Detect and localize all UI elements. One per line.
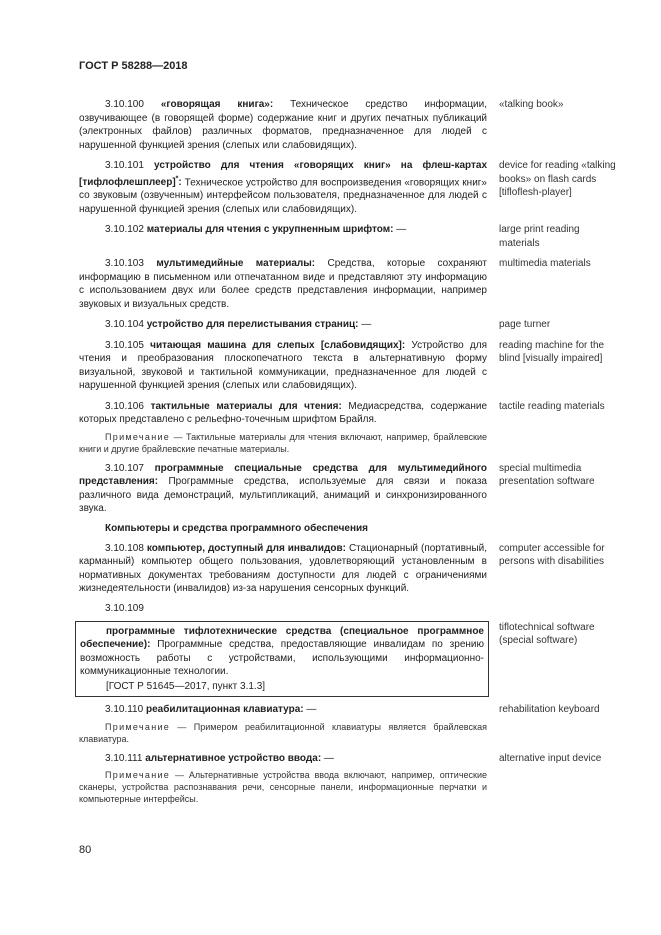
term-entry <box>79 400 619 427</box>
term-title: материалы для чтения с укрупненным шрифтом: <box>146 224 394 236</box>
page-number: 80 <box>79 844 92 856</box>
term-english: page turner <box>499 319 551 331</box>
term-definition <box>79 462 487 516</box>
term-title: «говорящая книга»: <box>160 99 274 110</box>
source-reference: [ГОСТ Р 51645—2017, пункт 3.1.3] <box>106 680 266 692</box>
term-english: device for reading «talking books» on flash cards [tifloflesh-player] <box>499 160 616 198</box>
term-text: Программные средства, предоставляющие инвалидам по зрению возможность работы с устройствами, использующими информационно-коммуникационные технологии. <box>80 639 484 678</box>
term-entry <box>79 462 619 516</box>
term-number: 3.10.110 <box>105 704 144 716</box>
note-label: Примечание <box>105 770 171 781</box>
term-entry <box>79 257 619 311</box>
term-title: тактильные материалы для чтения: <box>150 400 342 412</box>
term-number: 3.10.105 <box>105 339 144 351</box>
note-label: Примечание <box>105 431 171 442</box>
term-entry <box>79 339 619 393</box>
term-text: — <box>358 319 372 331</box>
term-number: 3.10.104 <box>105 319 144 331</box>
term-definition <box>79 703 487 717</box>
term-text: Средства, которые сохраняют информацию в письменном или отпечатанном виде и представляют эту информацию с использованием двух или более средств представления информации, например звуковых и визуальных средств. <box>79 258 487 310</box>
term-entry <box>79 318 619 332</box>
term-entry <box>79 621 619 698</box>
term-entry <box>79 223 619 250</box>
term-definition <box>79 400 487 427</box>
note-text: — Тактильные материалы для чтения включают, например, брайлевские книги и другие брайлевские печатные материалы. <box>79 431 487 454</box>
term-title: устройство для чтения «говорящих книг» на флеш-картах [тифлофлешплеер]*: <box>79 160 488 188</box>
term-entry <box>79 752 619 766</box>
term-entry <box>79 542 619 596</box>
terms-list <box>79 98 619 812</box>
term-definition <box>79 223 487 250</box>
term-title: устройство для перелистывания страниц: <box>146 319 359 331</box>
note <box>79 431 487 455</box>
standard-code: ГОСТ Р 58288—2018 <box>79 60 188 72</box>
term-text: Медиасредства, содержание которых представлено с рельефно-точечным шрифтом Брайля. <box>79 400 488 426</box>
term-definition <box>79 752 487 766</box>
note-text: — Примером реабилитационной клавиатуры является брайлевская клавиатура. <box>79 721 487 744</box>
term-text: — <box>321 752 334 764</box>
term-title: программные специальные средства для мультимедийного представления: <box>79 462 487 488</box>
term-title: мультимедийные материалы: <box>156 258 316 270</box>
term-entry <box>79 159 619 216</box>
term-english: computer accessible for persons with disabilities <box>499 542 605 568</box>
term-number: 3.10.106 <box>105 400 144 412</box>
term-text: — <box>303 704 317 716</box>
note-text: — Альтернативные устройства ввода включают, например, оптические сканеры, устройства распознавания речи, сенсорные панели, информационные перчатки и компьютерные интерфейсы. <box>79 770 487 805</box>
term-entry <box>79 703 619 717</box>
term-text: Стационарный (портативный, карманный) компьютер общего пользования, удовлетворяющий установленным в нормативных документах требованиям доступности для людей с ограничениями жизнедеятельности (инвалидов) из-за нарушения сенсорных функций. <box>79 542 487 595</box>
term-definition <box>79 542 487 596</box>
term-text: Техническое средство информации, озвучивающее (в говорящей форме) содержание книг и других печатных публикаций (электронных файлов) различных форматов, предназначенное для людей с нарушенной функцией зрения (слепых или слабовидящих). <box>79 99 488 151</box>
term-text: Техническое устройство для воспроизведения «говорящих книг» со звуковым (озвученным) интерфейсом пользователя, предназначенное для людей с нарушенной функцией зрения (слепых или слабовидящих). <box>79 176 487 215</box>
term-number: 3.10.107 <box>105 462 144 474</box>
term-number: 3.10.100 <box>105 99 144 110</box>
quoted-definition-box <box>75 621 489 698</box>
term-definition <box>79 339 487 393</box>
term-english: reading machine for the blind [visually impaired] <box>499 339 605 365</box>
note <box>79 769 487 805</box>
term-definition <box>79 159 487 216</box>
term-number: 3.10.109 <box>105 602 144 614</box>
term-text: Устройство для чтения и преобразования плоскопечатного текста в альтернативную форму визуальной, звуковой и тактильной коммуникации, предназначенное для людей с нарушенной функцией зрения (слепых или слабовидящих). <box>79 339 488 392</box>
term-english: «talking book» <box>499 99 564 110</box>
term-english: tiflotechnical software (special software) <box>499 621 595 647</box>
footnote-mark: * <box>175 175 179 183</box>
term-english: tactile reading materials <box>499 400 605 412</box>
term-title: читающая машина для слепых [слабовидящих]: <box>150 339 406 351</box>
term-english: large print reading materials <box>499 224 580 249</box>
term-entry <box>79 98 619 152</box>
term-definition <box>79 257 487 311</box>
term-title: реабилитационная клавиатура: <box>145 704 304 716</box>
term-english: alternative input device <box>499 752 602 764</box>
section-heading: Компьютеры и средства программного обеспечения <box>105 522 369 534</box>
note-label: Примечание <box>105 721 171 732</box>
term-title: компьютер, доступный для инвалидов: <box>146 542 346 554</box>
term-definition <box>79 318 487 332</box>
term-number: 3.10.108 <box>105 542 144 554</box>
term-number: 3.10.102 <box>105 224 144 236</box>
term-text: Программные средства, используемые для связи и показа различного вида демонстраций, мультипликаций, анимаций и синхронизированного звука. <box>79 476 487 515</box>
term-title: альтернативное устройство ввода: <box>145 752 322 764</box>
term-number: 3.10.101 <box>105 160 144 171</box>
note <box>79 721 487 745</box>
term-english: rehabilitation keyboard <box>499 704 600 716</box>
term-number: 3.10.103 <box>105 258 144 270</box>
term-text: — <box>393 224 407 236</box>
term-title: программные тифлотехнические средства (специальное программное обеспечение): <box>80 625 484 651</box>
term-number: 3.10.111 <box>105 752 143 764</box>
term-english: special multimedia presentation software <box>499 462 595 488</box>
term-english: multimedia materials <box>499 258 591 270</box>
term-definition <box>79 98 487 152</box>
